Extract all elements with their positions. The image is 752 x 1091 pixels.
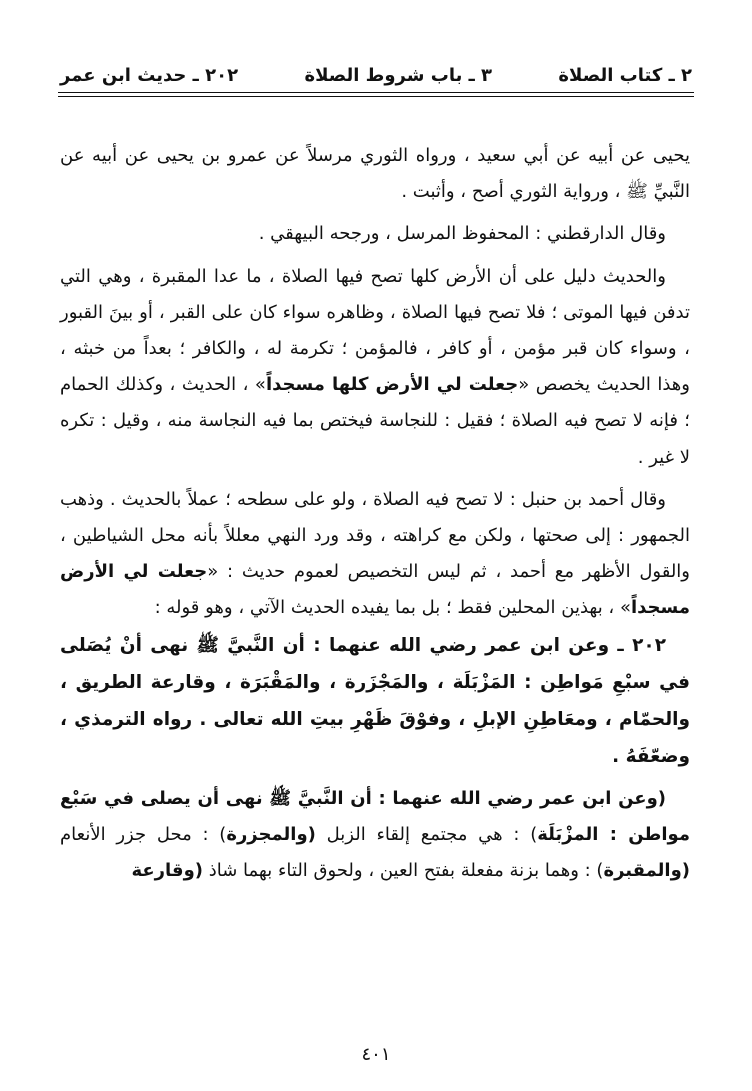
paragraph-ahmad-text-a: وقال أحمد بن حنبل : لا تصح فيه الصلاة ، ولو على سطحه ؛ عملاً بالحديث . وذهب الجمهور : إلى صحتها ، ولكن مع كراهته ، وقد ورد النهي معللاً بأنه محل الشياطين ، والقول الأظهر مع أحمد ، ثم ليس التخصيص لعموم حديث : « <box>60 488 691 583</box>
header-rule-bottom <box>58 96 694 97</box>
page-number: ٤٠١ <box>361 1044 391 1065</box>
header-book-title: ٢ ـ كتاب الصلاة <box>558 64 692 86</box>
paragraph-commentary <box>60 781 690 890</box>
commentary-text-3: ) : وهما بزنة مفعلة بفتح العين ، ولحوق التاء بهما شاذ <box>203 860 604 882</box>
hadith-number: ٢٠٢ <box>632 634 666 656</box>
header-chapter-title: ٣ ـ باب شروط الصلاة <box>304 64 493 86</box>
running-header <box>60 62 692 88</box>
paragraph-explanation-text-a: والحديث دليل على أن الأرض كلها تصح فيها الصلاة ، ما عدا المقبرة ، وهي التي تدفن فيها الموتى ؛ فلا تصح فيها الصلاة ، وظاهره سواء كان على القبر ، أو بينَ القبور ، وسواء كان قبر مؤمن ، أو كافر ، فالمؤمن ؛ تكرمة له ، والكافر ؛ بعداً من خبثه ، وهذا الحديث يخصص « <box>60 265 690 396</box>
commentary-term-3: (والمقبرة <box>603 860 690 882</box>
commentary-text-2: ) : محل جزر الأنعام <box>60 823 227 845</box>
page-body <box>60 138 690 889</box>
hadith-text: ـ وعن ابن عمر رضي الله عنهما : أن النَّبيَّ ﷺ نهى أنْ يُصَلى في سبْعِ مَواطِن : المَزْبَلَة ، والمَجْزَرة ، والمَقْبَرَة ، وقارعة الطريق ، والحمّام ، ومعَاطِنِ الإبلِ ، وفوْقَ ظَهْرِ بيتِ الله تعالى . رواه الترمذي ، وضعّفَهُ . <box>60 634 690 767</box>
paragraph-ahmad-text-b: » ، بهذين المحلين فقط ؛ بل بما يفيده الحديث الآتي ، وهو قوله : <box>154 597 631 619</box>
paragraph-narration: يحيى عن أبيه عن أبي سعيد ، ورواه الثوري مرسلاً عن عمرو بن يحيى عن أبيه عن النَّبيِّ ﷺ ، ورواية الثوري أصح ، وأثبت . <box>60 145 690 203</box>
commentary-quote: (وعن ابن عمر رضي الله عنهما : أن النَّبيَّ ﷺ نهى أن يصلى في سَبْع مواطن : المزْبَلَة <box>60 787 690 845</box>
commentary-term-4: (وقارعة <box>131 860 203 882</box>
paragraph-explanation-text-b: » ، الحديث ، وكذلك الحمام ؛ فإنه لا تصح فيه الصلاة ؛ فقيل : للنجاسة فيختص بما فيه النجاسة منه ، وقيل : تكره لا غير . <box>60 374 690 468</box>
quoted-hadith-2: جعلت لي الأرض مسجداً <box>60 561 690 619</box>
paragraph-explanation <box>60 259 690 476</box>
hadith-202 <box>60 627 690 775</box>
commentary-text-1: ) : هي مجتمع إلقاء الزبل <box>315 823 538 845</box>
paragraph-ahmad <box>60 482 690 627</box>
header-rule-top <box>58 92 694 93</box>
commentary-term-2: (والمجزرة <box>226 823 316 845</box>
quoted-hadith-1: جعلت لي الأرض كلها مسجداً <box>265 374 519 396</box>
header-hadith-title: ٢٠٢ ـ حديث ابن عمر <box>60 64 239 86</box>
paragraph-daraqutni: وقال الدارقطني : المحفوظ المرسل ، ورجحه البيهقي . <box>258 223 666 245</box>
